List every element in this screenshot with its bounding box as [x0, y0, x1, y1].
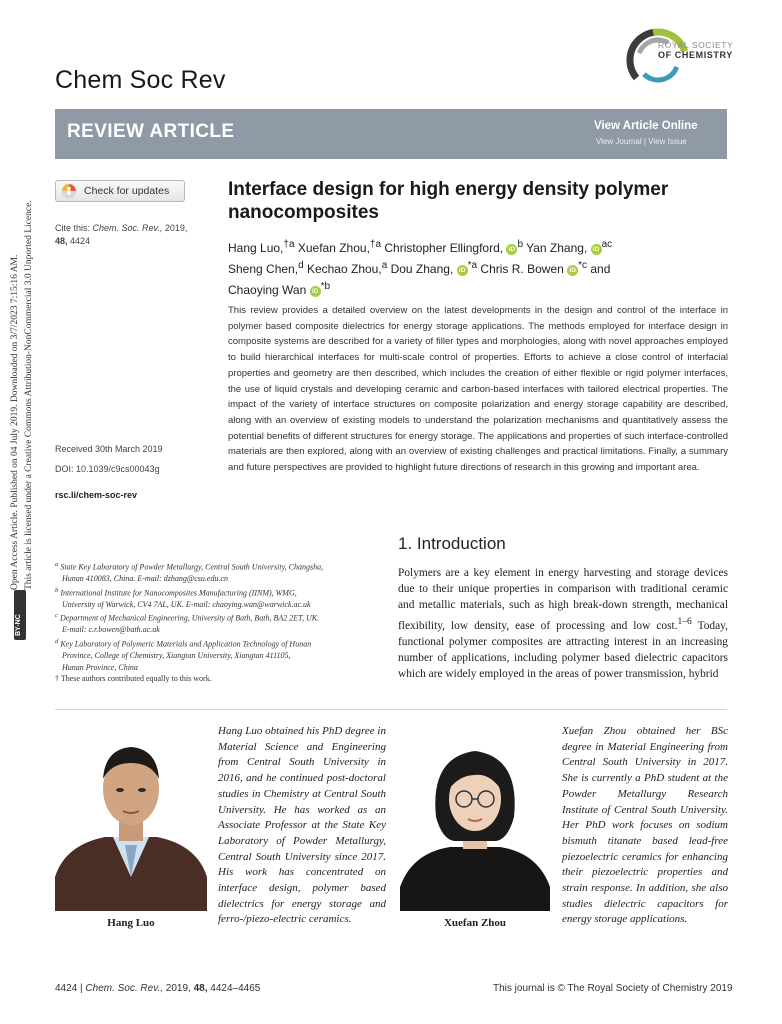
- affiliation-mark: *b: [320, 281, 331, 292]
- crossmark-icon: [61, 183, 77, 199]
- author-biography: Xuefan Zhou obtained her BSc degree in Material Engineering from Central South University in 2017. She is currently a PhD student at the Powder Metallurgy Research Institute of Central South University. Her PhD work focuses on sodium bismuth titanate based lead-free piezoelectric ceramics for enhancing their piezoelectric properties and strain response. In addition, she also studies dielectric capacitors for energy storage applications.: [562, 725, 728, 926]
- affiliation-mark: d: [298, 260, 304, 271]
- affiliation-mark: ac: [601, 239, 613, 250]
- rsc-line2: OF CHEMISTRY: [658, 50, 733, 60]
- intro-text-part: Today, functional polymer composites are attracting interest in an increasing number of applications, including polymer based dielectric capacitors which are widely employed in the areas of power transmission, hybrid: [398, 619, 728, 681]
- conjunction: and: [587, 262, 611, 276]
- citation-prefix: Cite this:: [55, 223, 91, 233]
- affiliation-mark: *c: [578, 260, 588, 271]
- footer-volume: 48,: [193, 983, 208, 994]
- affiliation-a: [55, 559, 385, 573]
- equal-contribution-note: † These authors contributed equally to this work.: [55, 674, 212, 684]
- footnote-line: University of Warwick, CV4 7AL, UK. E-mail: chaoying.wan@warwick.ac.uk: [62, 599, 311, 609]
- citation-year: 2019,: [164, 223, 188, 233]
- author-list: [228, 236, 728, 299]
- footnote-line: Department of Mechanical Engineering, University of Bath, Bath, BA2 2ET, UK.: [57, 613, 320, 623]
- reference-link[interactable]: 1–6: [677, 616, 692, 627]
- footnote-line: Key Laboratory of Polymeric Materials and Application Technology of Hunan: [58, 639, 312, 649]
- citation-volume: 48,: [55, 236, 68, 246]
- rsc-wordmark: [658, 40, 733, 60]
- footnote-mark: b: [55, 586, 59, 594]
- citation-journal: Chem. Soc. Rev.,: [92, 223, 163, 233]
- author-name: Hang Luo,: [228, 241, 284, 255]
- page-footer-right: This journal is © The Royal Society of Chemistry 2019: [493, 983, 733, 994]
- author-name: Chaoying Wan: [228, 283, 307, 297]
- footnote-mark: d: [55, 637, 59, 645]
- affiliation-mark: †a: [369, 239, 382, 250]
- licence-line[interactable]: This article is licensed under a Creative Commons Attribution-NonCommercial 3.0 Unported Licence.: [24, 200, 34, 590]
- open-access-line: Open Access Article. Published on 04 July 2019. Downloaded on 3/7/2023 7:15:16 AM.: [10, 254, 20, 590]
- article-title: Interface design for high energy density polymer nanocomposites: [228, 179, 669, 223]
- author-name: Xuefan Zhou,: [294, 241, 370, 255]
- author-name: Dou Zhang,: [387, 262, 454, 276]
- author-name: Yan Zhang,: [523, 241, 588, 255]
- author-name: Chris R. Bowen: [477, 262, 564, 276]
- author-name-caption: Xuefan Zhou: [443, 917, 507, 929]
- footer-separator: |: [77, 983, 86, 994]
- affiliation-b: [55, 585, 385, 599]
- footer-year: 2019,: [163, 983, 194, 994]
- affiliation-mark: a: [381, 260, 388, 271]
- author-name: Sheng Chen,: [228, 262, 299, 276]
- footnote-line: State Key Laboratory of Powder Metallurgy, Central South University, Changsha,: [58, 562, 324, 572]
- author-photo-hang-luo: [55, 727, 207, 911]
- view-article-online-link[interactable]: View Article Online: [594, 120, 698, 132]
- footer-pages: 4424–4465: [207, 983, 261, 994]
- cc-badge-label: BY-NC: [15, 614, 22, 636]
- cc-license-badge[interactable]: [14, 590, 26, 640]
- received-date: Received 30th March 2019: [55, 444, 163, 454]
- footnote-mark: c: [55, 612, 58, 620]
- orcid-icon[interactable]: iD: [567, 265, 578, 276]
- orcid-icon[interactable]: iD: [506, 244, 517, 255]
- author-photo-xuefan-zhou: [400, 727, 550, 911]
- intro-text-part: Polymers are a key element in energy harvesting and storage devices due to their unique properties in comparison with traditional ceramic and metallic materials, such as high break-down strength, mechanical flexibility, low density, ease of processing and low cost.: [398, 567, 728, 632]
- author-name: Kechao Zhou,: [303, 262, 382, 276]
- orcid-icon[interactable]: iD: [457, 265, 468, 276]
- journal-name: Chem Soc Rev: [55, 66, 226, 94]
- affiliation-mark: †a: [283, 239, 295, 250]
- affiliations: [55, 559, 385, 685]
- orcid-icon[interactable]: iD: [310, 286, 321, 297]
- rsc-line1: ROYAL SOCIETY: [658, 40, 734, 50]
- page-footer-left: [55, 983, 260, 994]
- footnote-mark: a: [55, 561, 59, 568]
- page-number: 4424: [55, 983, 78, 994]
- biography-divider: [55, 709, 727, 710]
- check-for-updates-label: Check for updates: [84, 185, 170, 197]
- introduction-text: [398, 565, 728, 682]
- author-name: Christopher Ellingford,: [381, 241, 504, 255]
- author-biography: Hang Luo obtained his PhD degree in Material Science and Engineering from Central South University in 2016, and he continued post-doctoral studies in Chemistry at Central South University. He has worked as an Associate Professor at the State Key Laboratory of Powder Metallurgy, Central South University since 2017. His work has concentrated on interface design, polymer based dielectrics for energy storage and ferro-/piezo-electric ceramics.: [218, 725, 386, 926]
- section-heading-introduction: 1. Introduction: [398, 534, 506, 553]
- rsc-journal-link[interactable]: rsc.li/chem-soc-rev: [55, 490, 138, 500]
- footnote-line: E-mail: c.r.bowen@bath.ac.uk: [62, 625, 160, 635]
- footnote-line: International Institute for Nanocomposites Manufacturing (IINM), WMG,: [58, 588, 297, 598]
- footnote-line: Province, College of Chemistry, Xiangtan University, Xiangtan 411105,: [62, 651, 291, 661]
- affiliation-mark: *a: [467, 260, 478, 271]
- footnote-line: Hunan 410083, China. E-mail: dzhang@csu.edu.cn: [62, 574, 229, 584]
- affiliation-d: [55, 636, 385, 650]
- doi[interactable]: DOI: 10.1039/c9cs00043g: [55, 464, 160, 474]
- citation: [55, 222, 205, 248]
- view-journal-issue-links[interactable]: View Journal | View Issue: [596, 137, 687, 146]
- affiliation-mark: b: [517, 239, 523, 250]
- open-access-notice: [4, 90, 44, 650]
- affiliation-c: [55, 610, 385, 624]
- citation-page: 4424: [70, 236, 91, 246]
- author-name-caption: Hang Luo: [107, 917, 155, 929]
- article-type-label: REVIEW ARTICLE: [67, 121, 235, 142]
- footer-journal: Chem. Soc. Rev.,: [85, 983, 164, 994]
- abstract: This review provides a detailed overview on the latest developments in the design and control of the interface in polymer based composite dielectrics for energy storage applications. The methods employed for interface design in composite systems are described for a variety of filler types and morphologies, along with novel approaches employed to build hierarchical interfaces for multi-scale control of properties. Efforts to achieve a close control of interfacial properties and geometry are then described, which includes the creation of either flexible or rigid polymer interfaces, the use of liquid crystals and developing ceramic and carbon-based interfaces with tailored electrical properties. The impact of the variety of interface structures on composite polarization and energy storage capability are described, along with an overview of existing models to understand the polarization mechanisms and quantitatively assess the potential benefits of different structures for energy storage. The applications and properties of such interface-controlled materials are then explored, along with an overview of existing challenges and practical limitations. Finally, a summary and future perspectives are provided to highlight future directions of research in this growing and important area.: [228, 305, 728, 474]
- footnote-line: Hunan Province, China: [62, 662, 138, 672]
- orcid-icon[interactable]: iD: [591, 244, 602, 255]
